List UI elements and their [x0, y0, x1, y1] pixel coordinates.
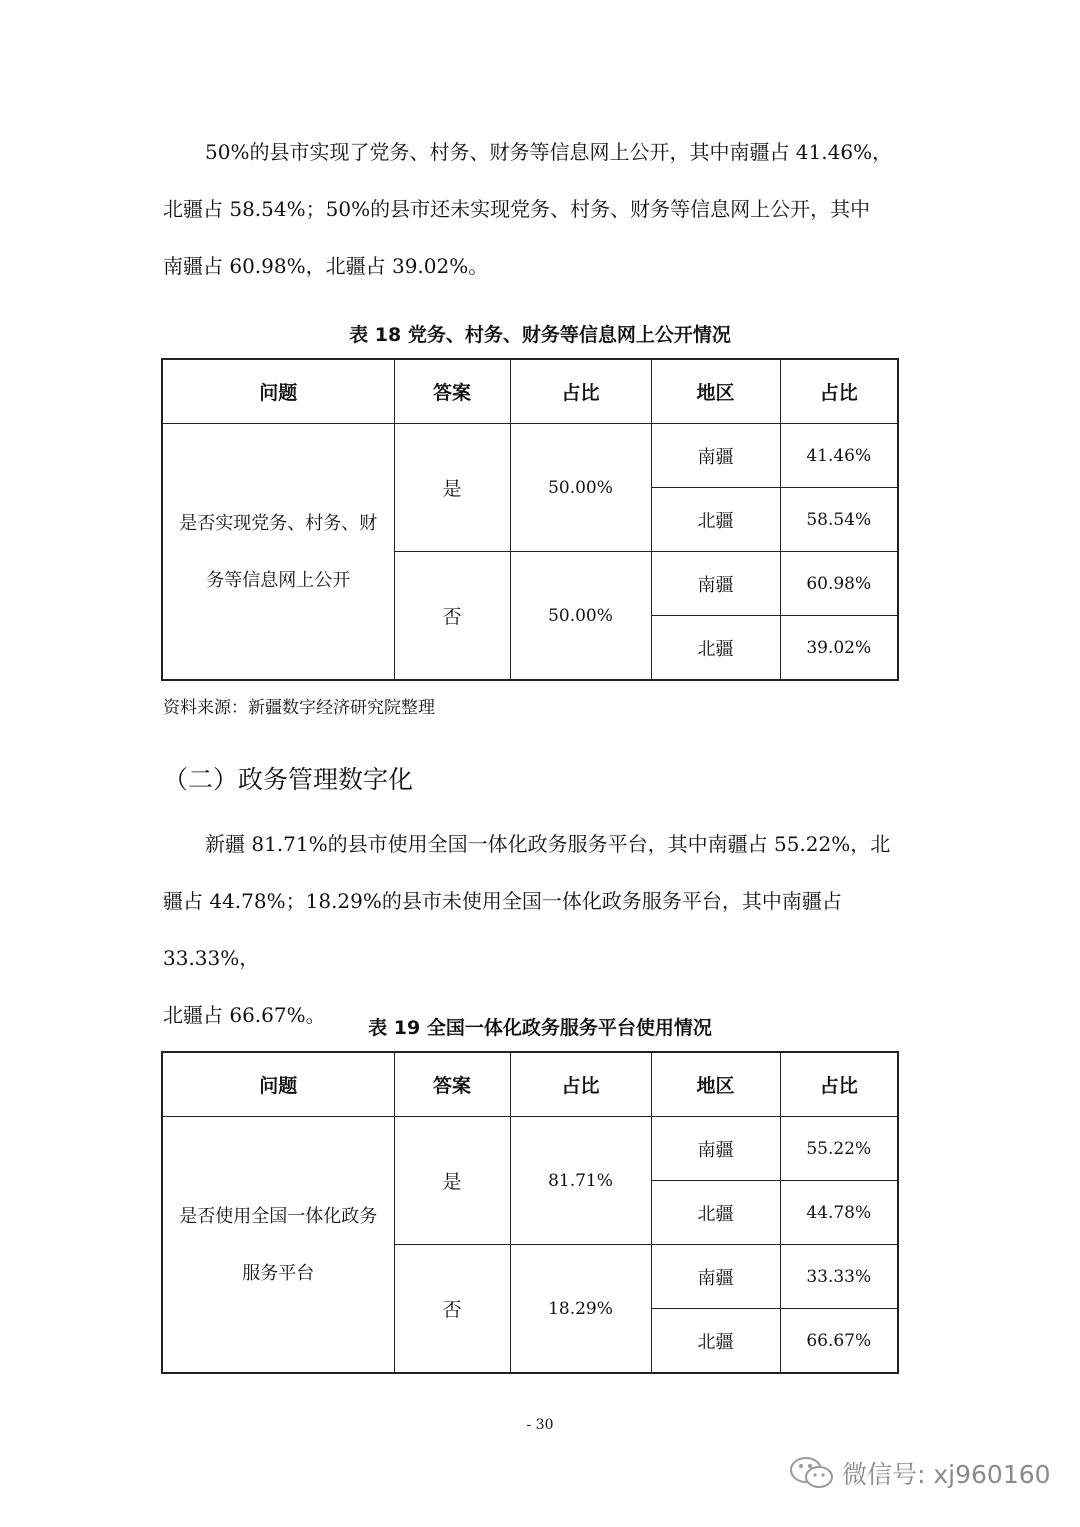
- region-pct-cell: 55.22%: [780, 1117, 898, 1181]
- table-19-caption: 表 19 全国一体化政务服务平台使用情况: [368, 1017, 712, 1039]
- answer-no: 否: [394, 1245, 510, 1374]
- answer-yes: 是: [394, 424, 510, 552]
- watermark-text: 微信号: xj960160: [842, 1460, 1051, 1489]
- question-cell: 是否使用全国一体化政务 服务平台: [162, 1117, 394, 1374]
- answer-yes: 是: [394, 1117, 510, 1245]
- region-cell: 北疆: [651, 616, 780, 681]
- region-cell: 北疆: [651, 488, 780, 552]
- header-region-ratio: 占比: [780, 359, 898, 424]
- table-header-row: [162, 1052, 898, 1117]
- question-cell: 是否实现党务、村务、财 务等信息网上公开: [162, 424, 394, 681]
- header-ratio: 占比: [510, 359, 651, 424]
- region-cell: 南疆: [651, 552, 780, 616]
- region-pct-cell: 41.46%: [780, 424, 898, 488]
- region-pct-cell: 39.02%: [780, 616, 898, 681]
- table-19: [161, 1051, 899, 1374]
- paragraph-info-disclosure: 50%的县市实现了党务、村务、财务等信息网上公开，其中南疆占 41.46%， 北疆占 58.54%；50%的县市还未实现党务、村务、财务等信息网上公开，其中 南疆占 60.98%，北疆占 39.02%。: [163, 140, 893, 278]
- header-answer: 答案: [394, 1052, 510, 1117]
- region-cell: 南疆: [651, 1117, 780, 1181]
- table-row: [162, 424, 898, 488]
- header-question: 问题: [162, 359, 394, 424]
- section-heading: （二）政务管理数字化: [163, 765, 414, 794]
- header-region: 地区: [651, 1052, 780, 1117]
- table-header-row: [162, 359, 898, 424]
- page-number: - 30: [526, 1417, 554, 1433]
- table-18-caption: 表 18 党务、村务、财务等信息网上公开情况: [349, 324, 731, 346]
- answer-yes-pct: 50.00%: [510, 424, 651, 552]
- answer-no-pct: 18.29%: [510, 1245, 651, 1374]
- table-18: [161, 358, 899, 681]
- wechat-icon: [788, 1455, 836, 1491]
- region-pct-cell: 60.98%: [780, 552, 898, 616]
- header-question: 问题: [162, 1052, 394, 1117]
- answer-no: 否: [394, 552, 510, 681]
- header-answer: 答案: [394, 359, 510, 424]
- region-cell: 南疆: [651, 424, 780, 488]
- table-row: [162, 1117, 898, 1181]
- header-region-ratio: 占比: [780, 1052, 898, 1117]
- region-pct-cell: 58.54%: [780, 488, 898, 552]
- region-pct-cell: 66.67%: [780, 1309, 898, 1374]
- answer-yes-pct: 81.71%: [510, 1117, 651, 1245]
- region-cell: 北疆: [651, 1309, 780, 1374]
- paragraph-platform-usage: 新疆 81.71%的县市使用全国一体化政务服务平台，其中南疆占 55.22%，北 疆占 44.78%；18.29%的县市未使用全国一体化政务服务平台，其中南疆占 33.33%， 北疆占 66.67%。: [163, 832, 891, 1027]
- watermark: [788, 1455, 1051, 1491]
- table-18-source: 资料来源：新疆数字经济研究院整理: [163, 698, 435, 718]
- answer-no-pct: 50.00%: [510, 552, 651, 681]
- region-cell: 南疆: [651, 1245, 780, 1309]
- header-region: 地区: [651, 359, 780, 424]
- region-cell: 北疆: [651, 1181, 780, 1245]
- region-pct-cell: 33.33%: [780, 1245, 898, 1309]
- region-pct-cell: 44.78%: [780, 1181, 898, 1245]
- header-ratio: 占比: [510, 1052, 651, 1117]
